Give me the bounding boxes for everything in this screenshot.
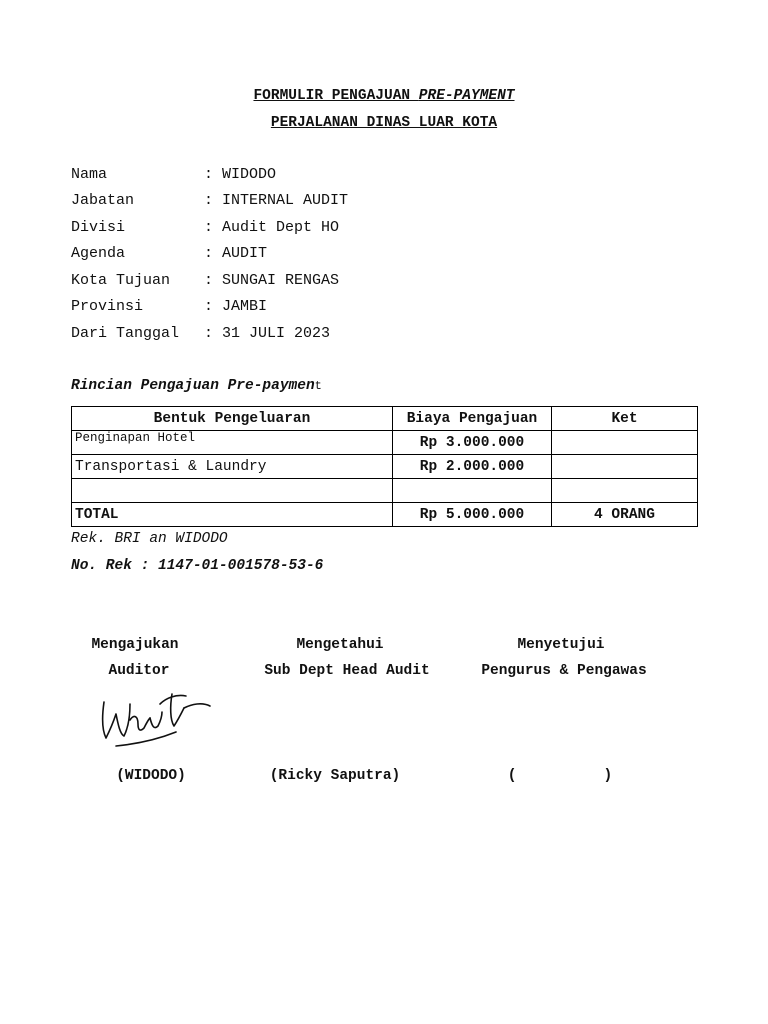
field-nama — [71, 165, 276, 185]
expense-table — [71, 406, 698, 527]
field-label: Nama — [71, 166, 108, 183]
sig-name-ricky: (Ricky Saputra) — [269, 768, 401, 784]
sig-position-auditor: Auditor — [108, 663, 170, 679]
total-label: TOTAL — [72, 503, 393, 527]
field-label: Provinsi — [71, 298, 144, 315]
cell-cost: Rp 3.000.000 — [393, 431, 552, 455]
header-biaya: Biaya Pengajuan — [393, 407, 552, 431]
total-cost: Rp 5.000.000 — [393, 503, 552, 527]
field-label: Jabatan — [71, 192, 135, 209]
sig-role-menyetujui: Menyetujui — [517, 637, 605, 653]
cell-note — [552, 455, 698, 479]
sig-role-mengetahui: Mengetahui — [296, 637, 384, 653]
table-row — [72, 431, 698, 455]
section-title — [71, 378, 322, 394]
form-subtitle: PERJALANAN DINAS LUAR KOTA — [270, 115, 498, 131]
handwritten-signature — [96, 686, 216, 752]
field-label: Agenda — [71, 245, 126, 262]
bank-account-holder: Rek. BRI an WIDODO — [71, 531, 228, 547]
cell-note — [552, 479, 698, 503]
cell-cost — [393, 479, 552, 503]
header-ket: Ket — [552, 407, 698, 431]
cell-cost: Rp 2.000.000 — [393, 455, 552, 479]
field-jabatan — [71, 191, 348, 211]
sig-position-sub-dept: Sub Dept Head Audit — [264, 663, 430, 679]
table-total-row — [72, 503, 698, 527]
field-value: : 31 JULI 2023 — [204, 325, 331, 342]
field-value: : WIDODO — [204, 166, 277, 183]
cell-item: Transportasi & Laundry — [72, 455, 393, 479]
section-title-main: Rincian Pengajuan Pre-paymen — [71, 378, 315, 394]
header-bentuk: Bentuk Pengeluaran — [72, 407, 393, 431]
field-label: Divisi — [71, 219, 126, 236]
table-header-row — [72, 407, 698, 431]
sig-name-blank: ( ) — [507, 768, 613, 784]
table-row — [72, 479, 698, 503]
section-title-tail: t — [314, 379, 322, 393]
field-kota-tujuan — [71, 271, 339, 291]
field-dari-tanggal — [71, 324, 330, 344]
form-title-italic: PRE-PAYMENT — [418, 88, 515, 104]
total-note: 4 ORANG — [552, 503, 698, 527]
sig-position-pengurus: Pengurus & Pengawas — [481, 663, 647, 679]
cell-item — [72, 479, 393, 503]
bank-account-number: No. Rek : 1147-01-001578-53-6 — [71, 558, 324, 574]
field-divisi — [71, 218, 339, 238]
form-title — [0, 88, 768, 104]
sig-name-widodo: (WIDODO) — [116, 768, 186, 784]
field-value: : JAMBI — [204, 298, 268, 315]
field-value: : INTERNAL AUDIT — [204, 192, 349, 209]
form-title-prefix: FORMULIR PENGAJUAN — [253, 88, 419, 104]
field-label: Kota Tujuan — [71, 272, 171, 289]
sig-role-mengajukan: Mengajukan — [91, 637, 179, 653]
cell-item: Penginapan Hotel — [72, 431, 393, 455]
cell-note — [552, 431, 698, 455]
field-value: : SUNGAI RENGAS — [204, 272, 340, 289]
field-value: : AUDIT — [204, 245, 268, 262]
field-agenda — [71, 244, 267, 264]
table-row — [72, 455, 698, 479]
field-label: Dari Tanggal — [71, 325, 180, 342]
field-provinsi — [71, 297, 267, 317]
field-value: : Audit Dept HO — [204, 219, 340, 236]
